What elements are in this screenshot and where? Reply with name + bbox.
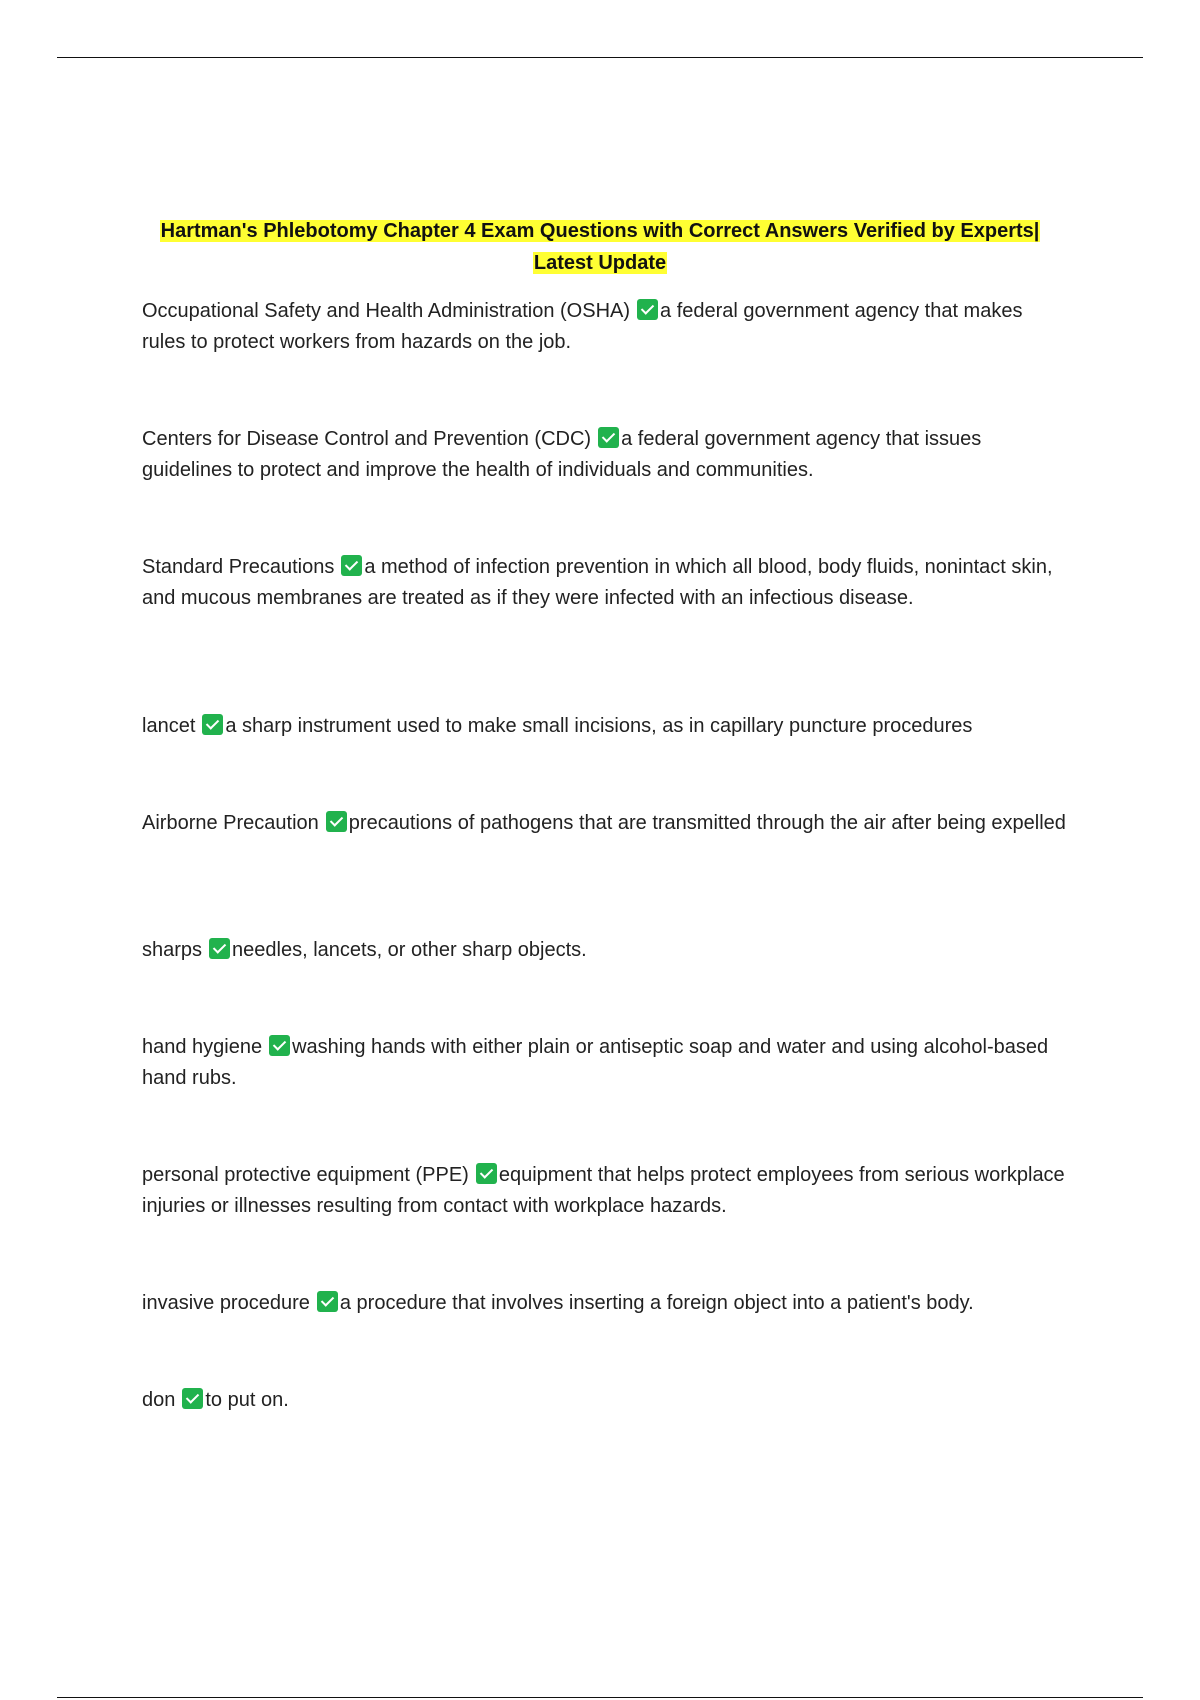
header-rule (57, 57, 1143, 58)
entry-definition: equipment that helps protect employees from serious workplace injuries or illnesses resulting from contact with workplace hazards. (142, 1164, 1065, 1217)
entry-definition: a federal government agency that makes rules to protect workers from hazards on the job. (142, 300, 1023, 353)
green-checkmark-icon (598, 427, 619, 448)
green-checkmark-icon (341, 555, 362, 576)
entry-sharps (142, 935, 1067, 966)
entry-lancet (142, 711, 1067, 742)
entry-airborne-precaution (142, 808, 1067, 839)
green-checkmark-icon (637, 299, 658, 320)
entry-term: lancet (142, 715, 196, 737)
entry-don (142, 1385, 1067, 1416)
green-checkmark-icon (326, 811, 347, 832)
entry-term: Standard Precautions (142, 556, 335, 578)
entry-ppe (142, 1160, 1067, 1222)
green-checkmark-icon (209, 938, 230, 959)
title-line-1: Hartman's Phlebotomy Chapter 4 Exam Questions with Correct Answers Verified by Experts| (160, 220, 1040, 242)
entry-definition: a federal government agency that issues guidelines to protect and improve the health of individuals and communities. (142, 428, 982, 481)
entry-definition: needles, lancets, or other sharp objects. (232, 939, 587, 961)
entry-cdc (142, 424, 1067, 486)
entry-term: Occupational Safety and Health Administration (OSHA) (142, 300, 631, 322)
green-checkmark-icon (317, 1291, 338, 1312)
entry-definition: a method of infection prevention in which all blood, body fluids, nonintact skin, and mucous membranes are treated as if they were infected with an infectious disease. (142, 556, 1053, 609)
entry-definition: washing hands with either plain or antiseptic soap and water and using alcohol-based hand rubs. (142, 1036, 1049, 1089)
entry-term: personal protective equipment (PPE) (142, 1164, 469, 1186)
entry-definition: precautions of pathogens that are transmitted through the air after being expelled (348, 812, 1066, 834)
entry-definition: a procedure that involves inserting a foreign object into a patient's body. (339, 1292, 974, 1314)
footer-rule (57, 1697, 1143, 1698)
green-checkmark-icon (182, 1388, 203, 1409)
document-title (140, 215, 1060, 279)
entry-term: Airborne Precaution (142, 812, 319, 834)
green-checkmark-icon (476, 1163, 497, 1184)
entry-definition: a sharp instrument used to make small incisions, as in capillary puncture procedures (225, 715, 973, 737)
green-checkmark-icon (269, 1035, 290, 1056)
entry-term: don (142, 1389, 176, 1411)
entry-term: invasive procedure (142, 1292, 310, 1314)
entry-definition: to put on. (205, 1389, 289, 1411)
entry-term: hand hygiene (142, 1036, 263, 1058)
entry-term: sharps (142, 939, 203, 961)
title-line-2: Latest Update (533, 252, 667, 274)
entry-term: Centers for Disease Control and Prevention (CDC) (142, 428, 592, 450)
entry-invasive-procedure (142, 1288, 1067, 1319)
entry-hand-hygiene (142, 1032, 1067, 1094)
entry-osha (142, 296, 1067, 358)
green-checkmark-icon (202, 714, 223, 735)
entry-standard-precautions (142, 552, 1067, 614)
